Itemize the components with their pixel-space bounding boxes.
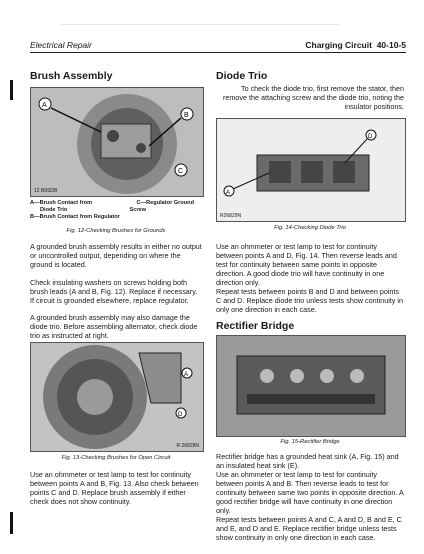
brush-para-4: Use an ohmmeter or test lamp to test for continuity between points A and B, Fig. 13. Also check between points C and D. Replace brush assembly if either check does not show continuity. <box>30 470 199 506</box>
faint-bleedthrough <box>60 22 340 28</box>
svg-text:A: A <box>184 372 189 378</box>
fig12-legend <box>30 200 202 221</box>
legend-c: C—Regulator Ground <box>136 200 194 206</box>
binding-mark-top <box>10 80 13 100</box>
fig15-caption: Fig. 15-Rectifier Bridge <box>280 439 340 445</box>
diode-para-2: Repeat tests between points B and D and between points C and D. Replace diode trio unless tests show continuity in only one direction in each case. <box>216 287 403 314</box>
fig13-id: R 26828N <box>176 443 199 449</box>
header-rule <box>30 52 406 53</box>
legend-b: B—Brush Contact from Regulator <box>30 214 120 220</box>
fig12-photo <box>30 87 204 197</box>
svg-text:A: A <box>226 190 231 196</box>
rectifier-bridge-image <box>217 336 405 436</box>
fig13-photo <box>30 342 204 452</box>
brush-assembly-heading: Brush Assembly <box>30 70 113 82</box>
rectifier-bridge-heading: Rectifier Bridge <box>216 320 295 332</box>
legend-a2: Diode Trio <box>40 207 68 213</box>
fig12-caption: Fig. 12-Checking Brushes for Grounds <box>66 228 166 234</box>
fig14-photo <box>216 118 406 222</box>
diode-intro: To check the diode trio, first remove the stator, then remove the attaching screw and the diode trio, noting the insulator positions. <box>223 84 404 111</box>
brush-para-2: Check insulating washers on screws holding both brush leads (A and B, Fig. 12). Replace if necessary. If circuit is grounded elsewhere, replace regulator. <box>30 278 198 305</box>
brush-para-3: A grounded brush assembly may also damage the diode trio. Before assembling alternator, check diode trio as instructed at right. <box>30 313 198 340</box>
alternator-brush-image <box>31 88 203 196</box>
fig12-id: 12 B9SDB <box>34 188 58 194</box>
diode-trio-heading: Diode Trio <box>216 70 268 82</box>
chapter-title: Charging Circuit <box>305 40 372 50</box>
rectifier-para-1: Rectifier bridge has a grounded heat sink (A, Fig. 15) and an insulated heat sink (E). <box>216 452 399 470</box>
brush-para-1: A grounded brush assembly results in either no output or uncontrolled output, depending on where the ground is located. <box>30 242 202 269</box>
svg-text:D: D <box>178 412 183 418</box>
brush-open-circuit-image <box>31 343 203 451</box>
section-label: Electrical Repair <box>30 40 92 50</box>
running-header <box>305 40 406 50</box>
fig13-caption: Fig. 13-Checking Brushes for Open Circuit <box>61 455 171 461</box>
svg-text:C: C <box>178 168 184 175</box>
rectifier-para-2: Use an ohmmeter or test lamp to test for continuity between points A and B. Then reverse leads to test for continuity between same two points in opposite direction. A good rectifier bridge will have continuity in one direction only. <box>216 470 404 515</box>
binding-mark-bottom <box>10 512 13 534</box>
legend-c2: Screw <box>129 207 146 213</box>
diode-trio-image <box>217 119 405 221</box>
legend-a: A—Brush Contact from <box>30 200 93 206</box>
diode-para-1: Use an ohmmeter or test lamp to test for continuity between points A and D, Fig. 14. Then reverse leads and test for continuity between same points in opposite direction. A good diode trio will have continuity in one direction only. <box>216 242 397 287</box>
svg-text:B: B <box>184 112 189 119</box>
fig14-id: R26829N <box>220 213 242 219</box>
rectifier-para-3: Repeat tests between points A and C, A and D, B and E, C and E, and D and E. Replace rectifier bridge unless tests show continuity in only one direction in each case. <box>216 515 402 542</box>
page-number: 40-10-5 <box>376 40 406 50</box>
svg-text:D: D <box>368 134 373 140</box>
svg-text:A: A <box>42 102 47 109</box>
fig14-caption: Fig. 14-Checking Diode Trio <box>274 225 346 231</box>
fig15-photo <box>216 335 406 437</box>
